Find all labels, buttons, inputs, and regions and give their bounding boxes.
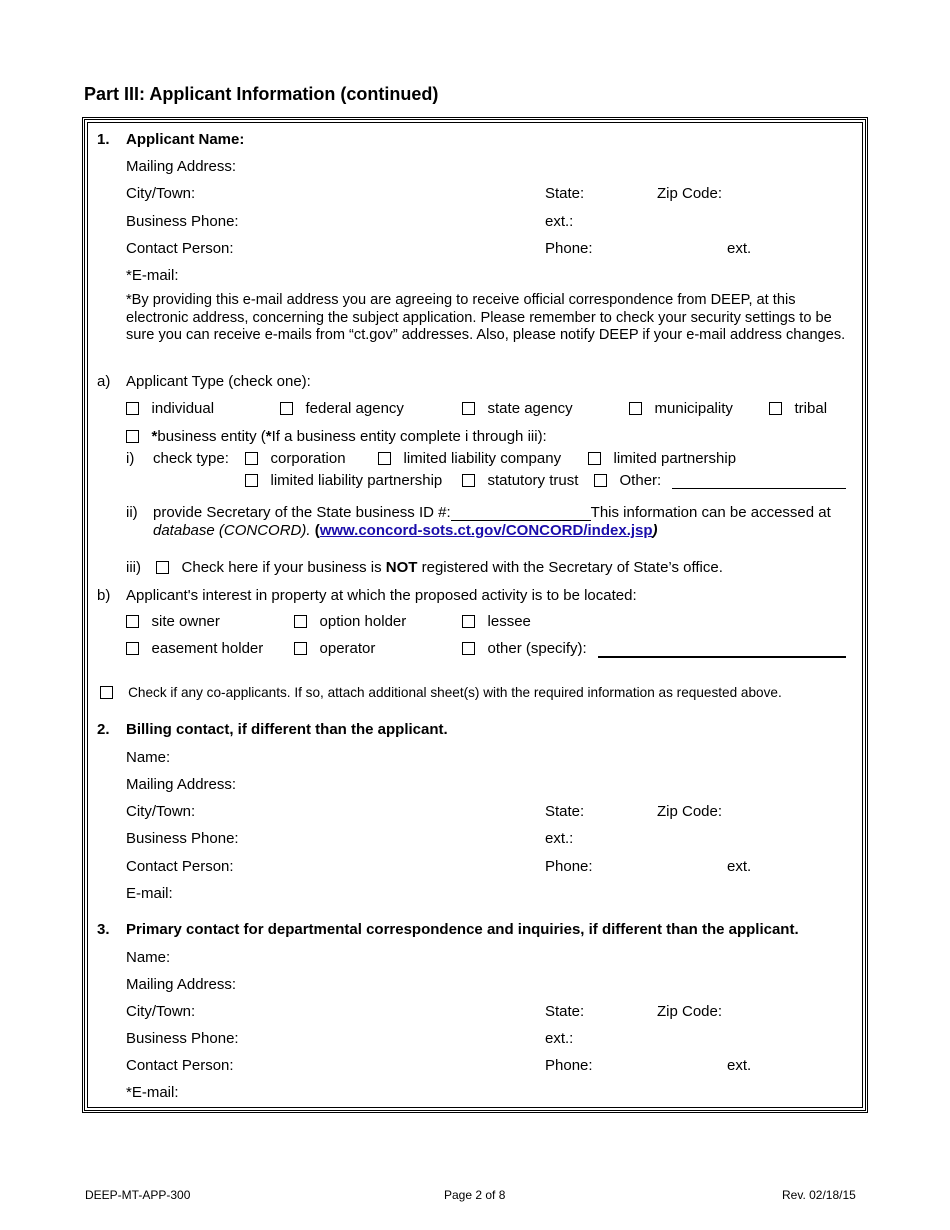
primary-zip-label: Zip Code: [657, 1003, 723, 1020]
checkbox[interactable] [294, 615, 307, 628]
revision-date: Rev. 02/18/15 [782, 1188, 856, 1202]
section-1-number: 1. [97, 131, 110, 148]
option-label: corporation [270, 450, 346, 467]
checkbox[interactable] [100, 686, 113, 699]
business-id-label: provide Secretary of the State business ID #: [153, 504, 451, 521]
not-emphasis: NOT [385, 559, 418, 576]
billing-email-label: E-mail: [126, 885, 173, 902]
checkbox[interactable] [462, 402, 475, 415]
primary-contact-person-label: Contact Person: [126, 1057, 234, 1074]
checkbox[interactable] [294, 642, 307, 655]
option-label: limited liability company [403, 450, 562, 467]
option-lessee[interactable] [462, 613, 531, 630]
option-easement-holder[interactable] [126, 640, 263, 657]
option-individual[interactable] [126, 400, 214, 417]
not-registered-text-end: registered with the Secretary of State’s office. [417, 559, 723, 576]
billing-name-label: Name: [126, 749, 171, 766]
option-business-entity[interactable] [126, 428, 547, 445]
option-other-entity[interactable] [594, 472, 661, 489]
concord-row [153, 522, 658, 539]
applicant-name-label: Applicant Name: [126, 131, 245, 148]
checkbox[interactable] [378, 452, 391, 465]
option-operator[interactable] [294, 640, 375, 657]
checkbox[interactable] [245, 474, 258, 487]
email-disclaimer: *By providing this e-mail address you are agreeing to receive official correspondence from DEEP, at this electronic address, concerning the subject application. Please remember to check your security settings to be sure you can receive e-mails from “ct.gov” addresses. Also, please notify DEEP if your e-mail address changes. [126, 292, 846, 343]
mailing-address-label: Mailing Address: [126, 158, 237, 175]
paren-open: ( [314, 522, 320, 539]
business-id-field[interactable] [451, 504, 591, 521]
zip-label: Zip Code: [657, 185, 723, 202]
applicant-type-label: Applicant Type (check one): [126, 373, 311, 390]
business-entity-note: If a business entity complete i through iii): [271, 428, 547, 445]
business-phone-label: Business Phone: [126, 213, 239, 230]
business-entity-label: business entity ( [157, 428, 266, 445]
billing-contact-person-label: Contact Person: [126, 858, 234, 875]
checkbox[interactable] [126, 430, 139, 443]
option-label: easement holder [151, 640, 264, 657]
billing-ext-label: ext.: [545, 830, 574, 847]
checkbox[interactable] [280, 402, 293, 415]
billing-zip-label: Zip Code: [657, 803, 723, 820]
concord-link[interactable]: www.concord-sots.ct.gov/CONCORD/index.jsp [319, 522, 653, 539]
checkbox[interactable] [126, 402, 139, 415]
item-b-letter: b) [97, 587, 111, 604]
primary-business-phone-label: Business Phone: [126, 1030, 239, 1047]
option-other-specify[interactable] [462, 640, 587, 657]
option-label: operator [319, 640, 376, 657]
option-label: Other: [619, 472, 662, 489]
option-label: statutory trust [487, 472, 579, 489]
option-label: state agency [487, 400, 573, 417]
billing-mailing-label: Mailing Address: [126, 776, 237, 793]
billing-business-phone-label: Business Phone: [126, 830, 239, 847]
primary-state-label: State: [545, 1003, 585, 1020]
paren-close: ) [652, 522, 658, 539]
option-label: individual [151, 400, 215, 417]
checkbox[interactable] [594, 474, 607, 487]
asterisk: * [265, 428, 272, 445]
option-label: municipality [654, 400, 733, 417]
asterisk: * [151, 428, 158, 445]
checkbox[interactable] [769, 402, 782, 415]
primary-phone-label: Phone: [545, 1057, 593, 1074]
co-applicants-label: Check if any co-applicants. If so, attach additional sheet(s) with the required information as requested above. [128, 685, 782, 700]
business-id-row [153, 504, 831, 521]
checkbox[interactable] [245, 452, 258, 465]
other-specify-field[interactable] [598, 640, 846, 658]
phone-label: Phone: [545, 240, 593, 257]
billing-phone-label: Phone: [545, 858, 593, 875]
option-statutory-trust[interactable] [462, 472, 578, 489]
option-site-owner[interactable] [126, 613, 220, 630]
primary-ext-label: ext.: [545, 1030, 574, 1047]
option-label: limited partnership [613, 450, 737, 467]
option-label: tribal [794, 400, 828, 417]
form-id: DEEP-MT-APP-300 [85, 1188, 191, 1202]
checkbox[interactable] [462, 615, 475, 628]
option-llc[interactable] [378, 450, 561, 467]
checkbox[interactable] [462, 474, 475, 487]
checkbox[interactable] [629, 402, 642, 415]
email-label: *E-mail: [126, 267, 179, 284]
billing-city-label: City/Town: [126, 803, 196, 820]
option-label: other (specify): [487, 640, 587, 657]
option-limited-partnership[interactable] [588, 450, 736, 467]
section-3-number: 3. [97, 921, 110, 938]
phone-ext-label: ext. [727, 240, 752, 257]
option-state-agency[interactable] [462, 400, 573, 417]
checkbox[interactable] [588, 452, 601, 465]
option-label: site owner [151, 613, 220, 630]
primary-phone-ext-label: ext. [727, 1057, 752, 1074]
concord-database-label: database (CONCORD). [153, 522, 311, 539]
option-label: option holder [319, 613, 407, 630]
checkbox[interactable] [126, 642, 139, 655]
check-type-label: check type: [153, 450, 229, 467]
option-label: lessee [487, 613, 531, 630]
item-a-letter: a) [97, 373, 111, 390]
primary-city-label: City/Town: [126, 1003, 196, 1020]
checkbox[interactable] [156, 561, 169, 574]
other-entity-field[interactable] [672, 472, 846, 489]
billing-state-label: State: [545, 803, 585, 820]
primary-email-label: *E-mail: [126, 1084, 179, 1101]
option-llp[interactable] [245, 472, 442, 489]
interest-label: Applicant's interest in property at which the proposed activity is to be located: [126, 587, 637, 604]
option-municipality[interactable] [629, 400, 733, 417]
section-2-number: 2. [97, 721, 110, 738]
option-corporation[interactable] [245, 450, 346, 467]
item-ii-number: ii) [126, 504, 138, 521]
item-i-number: i) [126, 450, 135, 467]
state-label: State: [545, 185, 585, 202]
primary-mailing-label: Mailing Address: [126, 976, 237, 993]
option-federal-agency[interactable] [280, 400, 404, 417]
not-registered-text: Check here if your business is [181, 559, 386, 576]
item-iii-number: iii) [126, 559, 141, 576]
city-label: City/Town: [126, 185, 196, 202]
option-label: limited liability partnership [270, 472, 443, 489]
billing-phone-ext-label: ext. [727, 858, 752, 875]
co-applicants-row[interactable] [100, 685, 782, 700]
ext-label: ext.: [545, 213, 574, 230]
primary-name-label: Name: [126, 949, 171, 966]
billing-contact-heading: Billing contact, if different than the applicant. [126, 721, 448, 738]
option-tribal[interactable] [769, 400, 827, 417]
option-option-holder[interactable] [294, 613, 406, 630]
not-registered-row[interactable] [156, 559, 723, 576]
contact-person-label: Contact Person: [126, 240, 234, 257]
checkbox[interactable] [462, 642, 475, 655]
page-title: Part III: Applicant Information (continued) [84, 84, 439, 104]
access-note: This information can be accessed at [590, 504, 831, 521]
option-label: federal agency [305, 400, 404, 417]
page-number: Page 2 of 8 [444, 1188, 506, 1202]
primary-contact-heading: Primary contact for departmental correspondence and inquiries, if different than the applicant. [126, 921, 799, 938]
checkbox[interactable] [126, 615, 139, 628]
